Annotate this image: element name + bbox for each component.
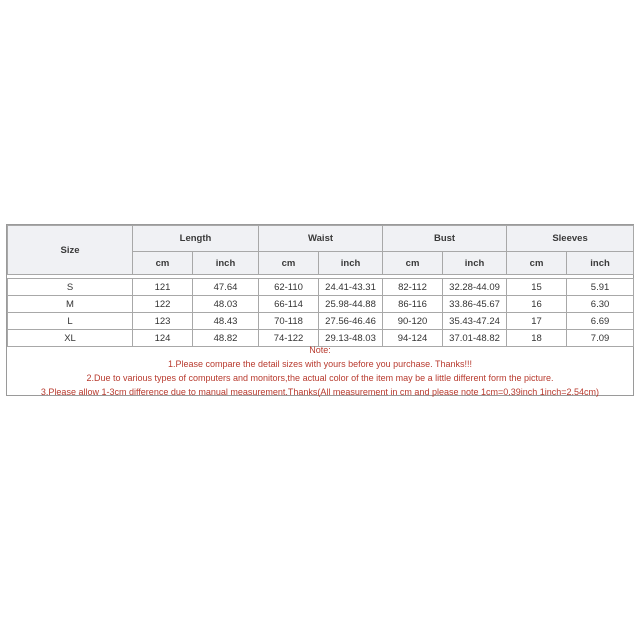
table-cell: 94-124 [383, 330, 443, 347]
table-cell: 5.91 [567, 279, 634, 296]
size-cell: M [8, 296, 133, 313]
table-cell: 33.86-45.67 [443, 296, 507, 313]
table-cell: 74-122 [259, 330, 319, 347]
table-row [8, 279, 634, 296]
group-header-waist: Waist [259, 226, 383, 252]
unit-header: inch [443, 252, 507, 275]
group-header-sleeves: Sleeves [507, 226, 634, 252]
table-cell: 70-118 [259, 313, 319, 330]
table-cell: 123 [133, 313, 193, 330]
table-cell: 121 [133, 279, 193, 296]
table-cell: 16 [507, 296, 567, 313]
unit-header: cm [133, 252, 193, 275]
table-cell: 17 [507, 313, 567, 330]
unit-header: inch [193, 252, 259, 275]
size-cell: S [8, 279, 133, 296]
table-cell: 7.09 [567, 330, 634, 347]
unit-header: inch [567, 252, 634, 275]
unit-header: cm [507, 252, 567, 275]
table-cell: 48.03 [193, 296, 259, 313]
table-cell: 86-116 [383, 296, 443, 313]
group-header-length: Length [133, 226, 259, 252]
group-header-bust: Bust [383, 226, 507, 252]
size-header: Size [8, 226, 133, 275]
table-cell: 18 [507, 330, 567, 347]
table-cell: 124 [133, 330, 193, 347]
table-cell: 82-112 [383, 279, 443, 296]
size-cell: XL [8, 330, 133, 347]
table-cell: 6.69 [567, 313, 634, 330]
table-cell: 37.01-48.82 [443, 330, 507, 347]
table-cell: 27.56-46.46 [319, 313, 383, 330]
table-cell: 32.28-44.09 [443, 279, 507, 296]
table-cell: 25.98-44.88 [319, 296, 383, 313]
table-cell: 35.43-47.24 [443, 313, 507, 330]
table-cell: 62-110 [259, 279, 319, 296]
header-row-groups [8, 226, 634, 252]
table-row [8, 296, 634, 313]
table-cell: 48.82 [193, 330, 259, 347]
unit-header: cm [383, 252, 443, 275]
table-cell: 48.43 [193, 313, 259, 330]
note-title: Note: [309, 345, 331, 355]
size-chart [6, 224, 634, 396]
table-cell: 66-114 [259, 296, 319, 313]
unit-header: inch [319, 252, 383, 275]
note-line: 1.Please compare the detail sizes with yours before you purchase. Thanks!!! [168, 359, 472, 369]
table-cell: 47.64 [193, 279, 259, 296]
note-line: 2.Due to various types of computers and monitors,the actual color of the item may be a little different form the picture. [86, 373, 554, 383]
notes-section [7, 343, 633, 399]
table-row [8, 313, 634, 330]
size-table [7, 225, 634, 347]
table-cell: 24.41-43.31 [319, 279, 383, 296]
table-cell: 15 [507, 279, 567, 296]
table-cell: 29.13-48.03 [319, 330, 383, 347]
note-line: 3.Please allow 1-3cm difference due to manual measurement.Thanks(All measurement in cm and please note 1cm=0.39inch 1inch=2.54cm) [40, 387, 600, 397]
size-cell: L [8, 313, 133, 330]
table-cell: 122 [133, 296, 193, 313]
table-cell: 6.30 [567, 296, 634, 313]
table-cell: 90-120 [383, 313, 443, 330]
unit-header: cm [259, 252, 319, 275]
